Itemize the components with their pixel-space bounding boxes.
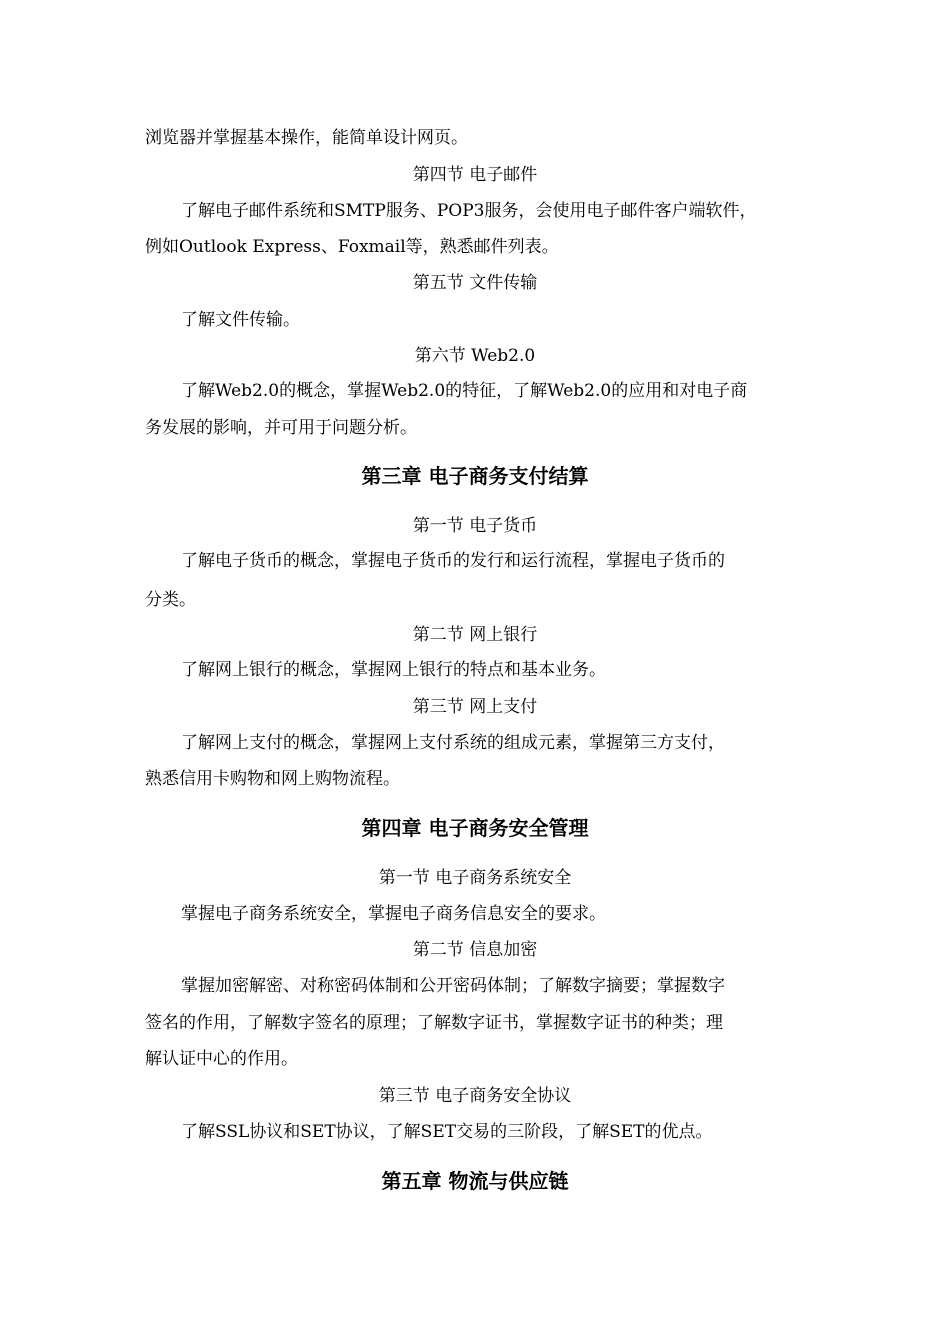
paragraph-line: 签名的作用，了解数字签名的原理；了解数字证书，掌握数字证书的种类；理 xyxy=(145,1013,723,1033)
chapter-heading: 第五章 物流与供应链 xyxy=(381,1169,569,1193)
paragraph-line: 了解网上银行的概念，掌握网上银行的特点和基本业务。 xyxy=(181,660,606,680)
section-heading: 第五节 文件传输 xyxy=(412,273,538,293)
section-heading: 第三节 电子商务安全协议 xyxy=(378,1086,572,1106)
paragraph-line: 了解SSL协议和SET协议，了解SET交易的三阶段，了解SET的优点。 xyxy=(181,1122,713,1142)
paragraph-line: 掌握电子商务系统安全，掌握电子商务信息安全的要求。 xyxy=(181,904,606,924)
paragraph-line: 分类。 xyxy=(145,590,196,610)
paragraph-line: 了解文件传输。 xyxy=(181,310,300,330)
section-heading: 第三节 网上支付 xyxy=(412,697,538,717)
paragraph-line: 熟悉信用卡购物和网上购物流程。 xyxy=(145,769,400,789)
chapter-heading: 第三章 电子商务支付结算 xyxy=(361,464,589,488)
paragraph-line: 了解电子邮件系统和SMTP服务、POP3服务，会使用电子邮件客户端软件， xyxy=(181,201,757,221)
section-heading: 第一节 电子商务系统安全 xyxy=(378,868,572,888)
paragraph-line: 了解网上支付的概念，掌握网上支付系统的组成元素，掌握第三方支付， xyxy=(181,733,725,753)
paragraph-line: 解认证中心的作用。 xyxy=(145,1049,298,1069)
section-heading: 第六节 Web2.0 xyxy=(414,346,536,366)
section-heading: 第二节 信息加密 xyxy=(412,940,538,960)
paragraph-line: 务发展的影响，并可用于问题分析。 xyxy=(145,418,417,438)
section-heading: 第二节 网上银行 xyxy=(412,625,538,645)
paragraph-line: 浏览器并掌握基本操作，能简单设计网页。 xyxy=(145,128,468,148)
paragraph-line: 例如Outlook Express、Foxmail等，熟悉邮件列表。 xyxy=(145,237,559,257)
section-heading: 第四节 电子邮件 xyxy=(412,165,538,185)
section-heading: 第一节 电子货币 xyxy=(412,516,538,536)
paragraph-line: 了解电子货币的概念，掌握电子货币的发行和运行流程，掌握电子货币的 xyxy=(181,551,725,571)
chapter-heading: 第四章 电子商务安全管理 xyxy=(361,816,589,840)
paragraph-line: 了解Web2.0的概念，掌握Web2.0的特征，了解Web2.0的应用和对电子商 xyxy=(181,381,748,401)
paragraph-line: 掌握加密解密、对称密码体制和公开密码体制；了解数字摘要；掌握数字 xyxy=(181,976,725,996)
